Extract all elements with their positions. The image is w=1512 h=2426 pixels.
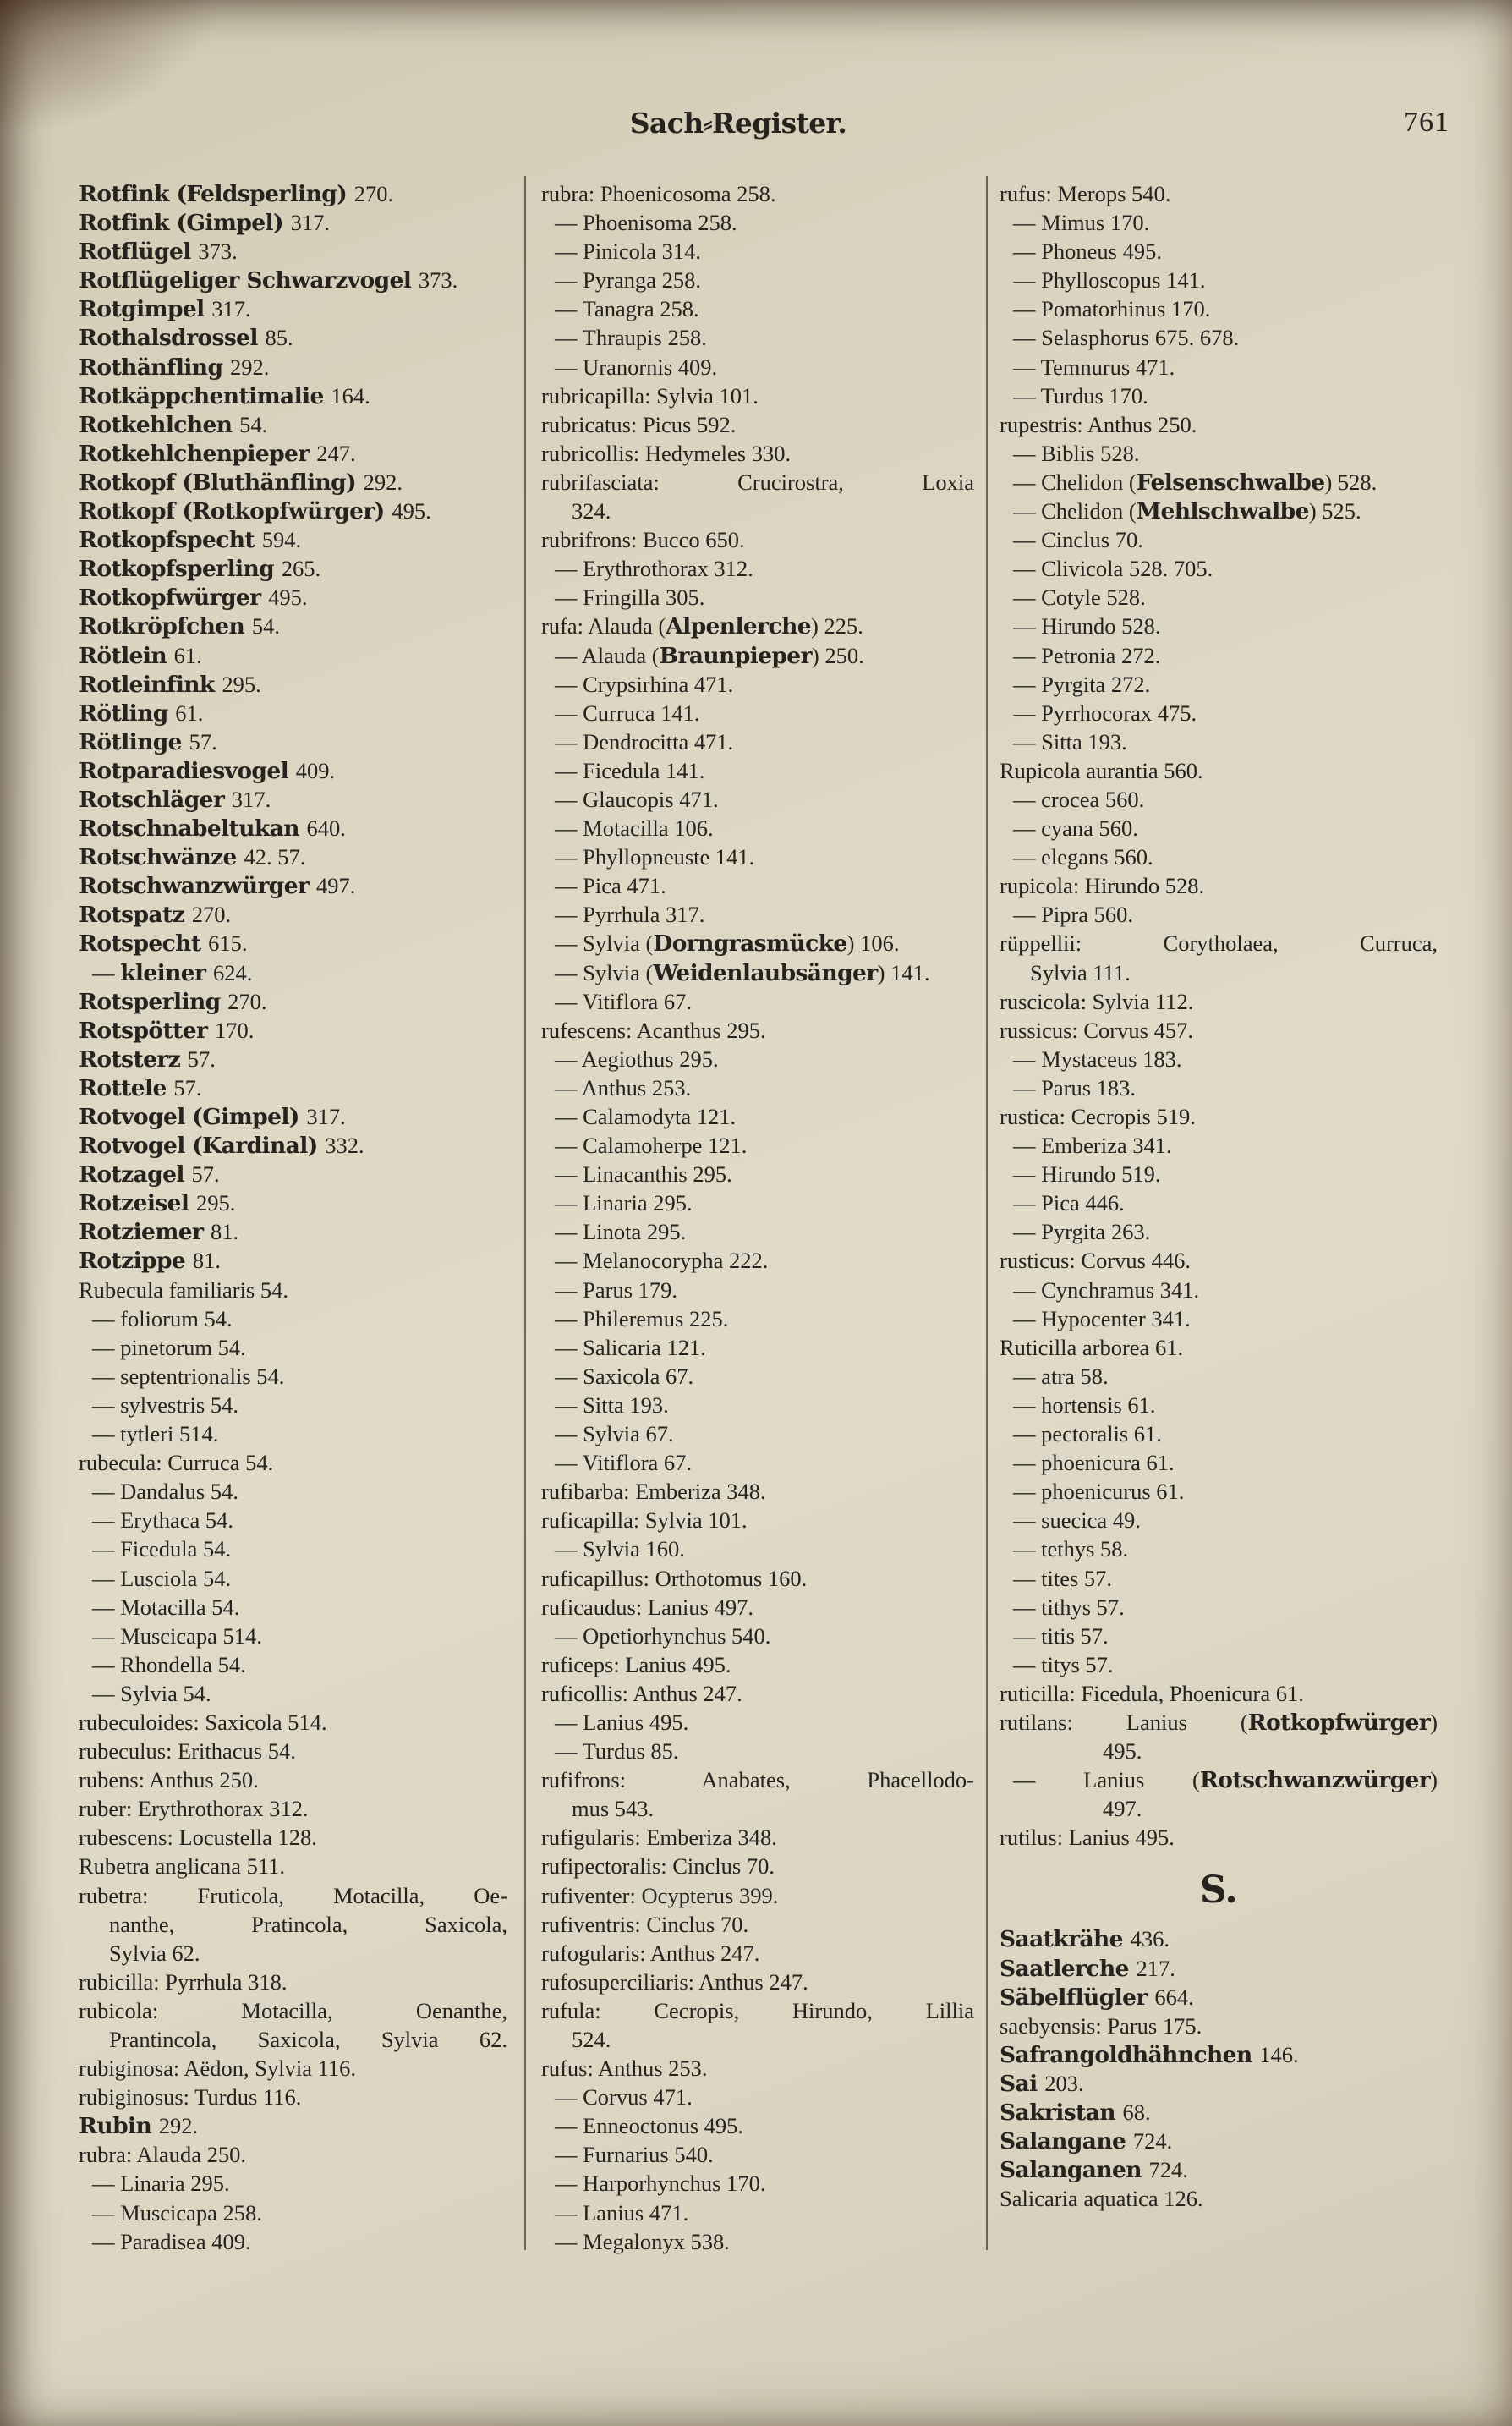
index-entry: — tites 57. <box>1013 1565 1113 1591</box>
index-entry: — Pipra 560. <box>1013 902 1134 928</box>
index-entry: Rotkehlchen 54. <box>79 411 268 438</box>
index-entry: — Selasphorus 675. 678. <box>1013 325 1240 351</box>
index-entry: — Linaria 295. <box>92 2171 230 2197</box>
index-entry: — Corvus 471. <box>555 2084 693 2110</box>
spacer <box>1000 1852 1438 1869</box>
index-entry: — Motacilla 54. <box>92 1594 240 1620</box>
index-entry: — tethys 58. <box>1013 1536 1129 1562</box>
index-entry: 497. <box>1103 1796 1142 1822</box>
index-entry: Rotkopfwürger 495. <box>79 585 308 612</box>
index-entry: rubrifasciata: Crucirostra, Loxia <box>541 469 974 495</box>
index-entry: Rotkopf (Rotkopfwürger) 495. <box>79 498 431 525</box>
index-entry: — Glaucopis 471. <box>555 786 719 812</box>
index-entry: Säbelflügler 664. <box>1000 1984 1194 2011</box>
index-entry: — phoenicurus 61. <box>1013 1479 1185 1505</box>
index-entry: Rotvogel (Gimpel) 317. <box>79 1104 346 1130</box>
index-entry: Rotschnabeltukan 640. <box>79 815 346 843</box>
index-entry: — Megalonyx 538. <box>555 2228 730 2254</box>
index-entry: Rotparadiesvogel 409. <box>79 757 336 784</box>
index-entry: — Chelidon (Felsenschwalbe) 528. <box>1013 469 1378 496</box>
index-entry: rufogularis: Anthus 247. <box>541 1940 760 1966</box>
index-entry: — Clivicola 528. 705. <box>1013 556 1213 582</box>
index-entry: rufibarba: Emberiza 348. <box>541 1479 766 1505</box>
index-entry: rubicola: Motacilla, Oenanthe, <box>79 1997 507 2023</box>
index-entry: Rupicola aurantia 560. <box>1000 757 1203 783</box>
index-entry: Rötling 61. <box>79 700 204 727</box>
index-entry: — Cotyle 528. <box>1013 585 1146 611</box>
index-entry: Rotzippe 81. <box>79 1248 221 1275</box>
index-entry: — Thraupis 258. <box>555 325 707 351</box>
index-entry: — Chelidon (Mehlschwalbe) 525. <box>1013 498 1361 525</box>
page-number: 761 <box>1404 107 1449 138</box>
index-entry: rubricollis: Hedymeles 330. <box>541 440 792 466</box>
index-entry: rutilus: Lanius 495. <box>1000 1825 1175 1851</box>
index-entry: — Salicaria 121. <box>555 1334 706 1360</box>
index-entry: — Pica 471. <box>555 873 666 899</box>
index-entry: — Calamodyta 121. <box>555 1104 737 1129</box>
index-entry: — Biblis 528. <box>1013 440 1140 466</box>
index-entry: — Muscicapa 258. <box>92 2199 262 2226</box>
index-entry: Rubecula familiaris 54. <box>79 1276 288 1303</box>
index-entry: Rubin 292. <box>79 2113 199 2140</box>
index-entry: rupicola: Hirundo 528. <box>1000 873 1205 899</box>
index-entry: Ruticilla arborea 61. <box>1000 1334 1184 1360</box>
index-entry: — Phylloscopus 141. <box>1013 267 1206 294</box>
index-entry: — crocea 560. <box>1013 786 1145 812</box>
index-entry: — Sylvia 67. <box>555 1421 674 1447</box>
index-entry: rufosuperciliaris: Anthus 247. <box>541 1968 808 1995</box>
index-entry: — Muscicapa 514. <box>92 1622 262 1649</box>
index-column-1 <box>79 179 507 2256</box>
page-header <box>0 107 1476 140</box>
index-entry: — Emberiza 341. <box>1013 1133 1172 1159</box>
index-entry: rubicilla: Pyrrhula 318. <box>79 1968 288 1995</box>
index-entry: — Sitta 193. <box>1013 728 1127 755</box>
index-entry: ruscicola: Sylvia 112. <box>1000 988 1194 1014</box>
index-entry: rufiventer: Ocypterus 399. <box>541 1882 779 1908</box>
index-entry: Rotziemer 81. <box>79 1219 239 1246</box>
index-entry: — Phileremus 225. <box>555 1305 729 1331</box>
index-entry: — Mystaceus 183. <box>1013 1046 1182 1072</box>
index-entry: ruficaudus: Lanius 497. <box>541 1594 753 1620</box>
section-letter: S. <box>1199 1869 1238 1913</box>
index-entry: Rotkopfspecht 594. <box>79 527 302 554</box>
index-entry: — Fringilla 305. <box>555 585 705 611</box>
index-entry: — Alauda (Braunpieper) 250. <box>555 642 864 669</box>
index-entry: rupestris: Anthus 250. <box>1000 411 1197 437</box>
index-entry: — Parus 179. <box>555 1276 678 1303</box>
index-entry: — foliorum 54. <box>92 1305 233 1331</box>
index-entry: — pectoralis 61. <box>1013 1421 1162 1447</box>
index-entry: — Sylvia (Weidenlaubsänger) 141. <box>555 959 930 986</box>
index-entry: — Lanius (Rotschwanzwürger) <box>1013 1767 1438 1794</box>
index-entry: — Furnarius 540. <box>555 2142 714 2168</box>
index-entry: — Temnurus 471. <box>1013 354 1175 380</box>
register-title: Sach⸗Register. <box>629 107 847 140</box>
index-entry: rubricapilla: Sylvia 101. <box>541 382 759 409</box>
index-entry: rufula: Cecropis, Hirundo, Lillia <box>541 1997 974 2023</box>
column-divider-rule-left <box>524 176 526 2250</box>
index-entry: rufigularis: Emberiza 348. <box>541 1825 777 1851</box>
index-column-3 <box>1000 179 1438 2213</box>
index-entry: ruticilla: Ficedula, Phoenicura 61. <box>1000 1680 1304 1706</box>
index-entry: — Hypocenter 341. <box>1013 1305 1191 1331</box>
index-entry: russicus: Corvus 457. <box>1000 1017 1193 1043</box>
index-entry: rüppellii: Corytholaea, Curruca, <box>1000 930 1438 957</box>
index-entry: nanthe, Pratincola, Saxicola, <box>109 1911 507 1937</box>
index-entry: Rothänfling 292. <box>79 354 270 381</box>
index-entry: Rotschläger 317. <box>79 786 271 813</box>
index-entry: rufifrons: Anabates, Phacellodo- <box>541 1767 974 1793</box>
index-entry: Rötlein 61. <box>79 642 202 669</box>
index-entry: Rotsperling 270. <box>79 988 267 1015</box>
index-entry: rubeculus: Erithacus 54. <box>79 1738 296 1765</box>
index-entry: saebyensis: Parus 175. <box>1000 2012 1202 2039</box>
index-entry: 324. <box>572 498 611 524</box>
index-entry: Rotvogel (Kardinal) 332. <box>79 1133 364 1160</box>
index-entry: rubeculoides: Saxicola 514. <box>79 1709 327 1735</box>
index-entry: rubricatus: Picus 592. <box>541 411 737 437</box>
index-entry: — Enneoctonus 495. <box>555 2113 744 2139</box>
index-entry: — Ficedula 141. <box>555 757 705 783</box>
index-entry: Rotkröpfchen 54. <box>79 613 280 640</box>
index-entry: Rotkopfsperling 265. <box>79 556 321 583</box>
index-entry: — hortensis 61. <box>1013 1391 1156 1418</box>
index-entry: Rothalsdrossel 85. <box>79 325 293 352</box>
index-entry: — Vitiflora 67. <box>555 988 693 1014</box>
index-entry: — Pomatorhinus 170. <box>1013 296 1211 322</box>
index-entry: — Erythaca 54. <box>92 1507 234 1534</box>
index-entry: — Harporhynchus 170. <box>555 2171 766 2197</box>
index-entry: — Linota 295. <box>555 1219 687 1245</box>
index-entry: rubra: Phoenicosoma 258. <box>541 181 776 206</box>
index-entry: 495. <box>1103 1738 1142 1765</box>
index-entry: — Pyrrhocorax 475. <box>1013 700 1197 726</box>
index-entry: — phoenicura 61. <box>1013 1450 1175 1476</box>
index-entry: — sylvestris 54. <box>92 1391 238 1418</box>
index-entry: Safrangoldhähnchen 146. <box>1000 2041 1299 2068</box>
index-entry: — Cynchramus 341. <box>1013 1276 1200 1303</box>
index-entry: Rottele 57. <box>79 1074 202 1101</box>
index-entry: Rotkehlchenpieper 247. <box>79 440 356 467</box>
index-entry: — Dendrocitta 471. <box>555 728 734 755</box>
index-entry: Sakristan 68. <box>1000 2099 1151 2126</box>
index-entry: Sylvia 62. <box>109 1940 200 1966</box>
index-entry: — Paradisea 409. <box>92 2228 251 2254</box>
index-entry: rufus: Anthus 253. <box>541 2056 708 2082</box>
index-entry: Rotsterz 57. <box>79 1046 216 1073</box>
index-entry: — Parus 183. <box>1013 1074 1137 1100</box>
index-entry: — titys 57. <box>1013 1651 1114 1677</box>
index-entry: — Pica 446. <box>1013 1190 1125 1216</box>
index-entry: — Pyrgita 263. <box>1013 1219 1151 1245</box>
index-entry: — Phoneus 495. <box>1013 239 1162 265</box>
index-column-2 <box>541 179 974 2256</box>
index-entry: Rotkäppchentimalie 164. <box>79 382 370 409</box>
index-entry: Rotspötter 170. <box>79 1017 255 1044</box>
index-entry: ruficeps: Lanius 495. <box>541 1651 731 1677</box>
index-entry: — septentrionalis 54. <box>92 1363 285 1389</box>
index-entry: — Aegiothus 295. <box>555 1046 719 1072</box>
index-entry: rubrifrons: Bucco 650. <box>541 527 745 553</box>
index-entry: — Hirundo 528. <box>1013 613 1161 639</box>
index-entry: rubecula: Curruca 54. <box>79 1450 274 1476</box>
index-entry: — cyana 560. <box>1013 815 1138 842</box>
index-entry: — Turdus 170. <box>1013 382 1148 409</box>
index-entry: Saatkrähe 436. <box>1000 1926 1170 1953</box>
index-entry: — Sylvia (Dorngrasmücke) 106. <box>555 930 900 958</box>
index-entry: — suecica 49. <box>1013 1507 1141 1534</box>
index-entry: Rubetra anglicana 511. <box>79 1853 286 1880</box>
index-entry: ruficapillus: Orthotomus 160. <box>541 1565 808 1591</box>
index-entry: — Phyllopneuste 141. <box>555 844 755 870</box>
index-entry: — kleiner 624. <box>92 959 253 986</box>
index-entry: Rotfink (Gimpel) 317. <box>79 210 330 237</box>
index-entry: rufa: Alauda (Alpenlerche) 225. <box>541 613 863 640</box>
spacer <box>1000 1913 1438 1924</box>
index-entry: — Lanius 471. <box>555 2199 689 2226</box>
index-entry: — Ficedula 54. <box>92 1536 232 1562</box>
index-entry: rufipectoralis: Cinclus 70. <box>541 1853 775 1880</box>
index-entry: rubiginosa: Aëdon, Sylvia 116. <box>79 2056 357 2082</box>
index-entry: — Saxicola 67. <box>555 1363 694 1389</box>
index-entry: — atra 58. <box>1013 1363 1109 1389</box>
index-entry: rubens: Anthus 250. <box>79 1767 259 1793</box>
index-entry: Rotflügeliger Schwarzvogel 373. <box>79 267 458 294</box>
index-entry: — elegans 560. <box>1013 844 1153 870</box>
index-entry: — Crypsirhina 471. <box>555 671 734 697</box>
index-entry: Rotschwänze 42. 57. <box>79 844 306 871</box>
index-entry: — Rhondella 54. <box>92 1651 246 1677</box>
index-entry: — Sylvia 160. <box>555 1536 685 1562</box>
index-entry: Sylvia 111. <box>1030 959 1131 985</box>
index-entry: — Calamoherpe 121. <box>555 1133 748 1159</box>
index-entry: — Phoenisoma 258. <box>555 210 737 236</box>
index-entry: rubra: Alauda 250. <box>79 2142 246 2168</box>
index-entry: — titis 57. <box>1013 1622 1109 1649</box>
index-entry: Rotleinfink 295. <box>79 671 261 698</box>
index-entry: Rotschwanzwürger 497. <box>79 873 356 900</box>
index-entry: — Hirundo 519. <box>1013 1161 1161 1188</box>
index-entry: — Tanagra 258. <box>555 296 699 322</box>
index-entry: 524. <box>572 2027 611 2052</box>
index-entry: rutilans: Lanius (Rotkopfwürger) <box>1000 1709 1438 1736</box>
index-entry: — Turdus 85. <box>555 1738 679 1765</box>
index-entry: rufus: Merops 540. <box>1000 181 1171 206</box>
index-entry: Rotzeisel 295. <box>79 1190 236 1217</box>
index-entry: — Melanocorypha 222. <box>555 1248 769 1274</box>
index-entry: — Linaria 295. <box>555 1190 693 1216</box>
index-entry: Rotspatz 270. <box>79 902 232 929</box>
index-entry: Salicaria aquatica 126. <box>1000 2186 1203 2212</box>
index-entry: Rotgimpel 317. <box>79 296 251 323</box>
index-entry: ruficapilla: Sylvia 101. <box>541 1507 748 1534</box>
index-entry: rufescens: Acanthus 295. <box>541 1017 766 1043</box>
index-entry: — Lusciola 54. <box>92 1565 232 1591</box>
index-entry: — Sitta 193. <box>555 1391 669 1418</box>
index-entry: Rotzagel 57. <box>79 1161 220 1188</box>
index-entry: rubescens: Locustella 128. <box>79 1825 317 1851</box>
index-entry: — Motacilla 106. <box>555 815 714 842</box>
index-entry: — Sylvia 54. <box>92 1680 211 1706</box>
index-entry: — Lanius 495. <box>555 1709 689 1735</box>
index-entry: — Dandalus 54. <box>92 1479 238 1505</box>
index-entry: mus 543. <box>572 1796 655 1822</box>
index-entry: — Erythrothorax 312. <box>555 556 753 582</box>
index-entry: Sai 203. <box>1000 2070 1084 2097</box>
index-entry: rubiginosus: Turdus 116. <box>79 2084 302 2110</box>
index-entry: Rotkopf (Bluthänfling) 292. <box>79 469 403 496</box>
index-entry: — tytleri 514. <box>92 1421 219 1447</box>
index-entry: — Anthus 253. <box>555 1074 692 1100</box>
column-divider-rule-right <box>986 176 988 2250</box>
index-entry: — Pinicola 314. <box>555 239 701 265</box>
index-entry: — Pyrgita 272. <box>1013 671 1151 697</box>
index-entry: — tithys 57. <box>1013 1594 1125 1620</box>
index-entry: — pinetorum 54. <box>92 1334 246 1360</box>
index-entry: Rotspecht 615. <box>79 930 248 958</box>
index-entry: — Mimus 170. <box>1013 210 1150 236</box>
index-entry: Saatlerche 217. <box>1000 1955 1175 1982</box>
index-entry: Rotfink (Feldsperling) 270. <box>79 181 394 207</box>
index-entry: Rotflügel 373. <box>79 239 238 266</box>
index-entry: ruber: Erythrothorax 312. <box>79 1796 309 1822</box>
index-entry: rusticus: Corvus 446. <box>1000 1248 1191 1274</box>
index-entry: rustica: Cecropis 519. <box>1000 1104 1196 1129</box>
index-entry: Rötlinge 57. <box>79 728 217 755</box>
index-entry: — Vitiflora 67. <box>555 1450 693 1476</box>
index-entry: ruficollis: Anthus 247. <box>541 1680 742 1706</box>
index-entry: Salanganen 724. <box>1000 2157 1188 2184</box>
index-entry: Prantincola, Saxicola, Sylvia 62. <box>109 2027 507 2052</box>
index-entry: — Petronia 272. <box>1013 642 1161 668</box>
index-entry: — Linacanthis 295. <box>555 1161 732 1188</box>
index-entry: rufiventris: Cinclus 70. <box>541 1911 749 1937</box>
index-entry: — Opetiorhynchus 540. <box>555 1622 771 1649</box>
index-entry: Salangane 724. <box>1000 2128 1173 2155</box>
index-entry: — Pyranga 258. <box>555 267 701 294</box>
index-entry: — Pyrrhula 317. <box>555 902 705 928</box>
index-entry: — Cinclus 70. <box>1013 527 1143 553</box>
index-entry: — Curruca 141. <box>555 700 700 726</box>
index-entry: rubetra: Fruticola, Motacilla, Oe- <box>79 1882 507 1908</box>
index-entry: — Uranornis 409. <box>555 354 718 380</box>
